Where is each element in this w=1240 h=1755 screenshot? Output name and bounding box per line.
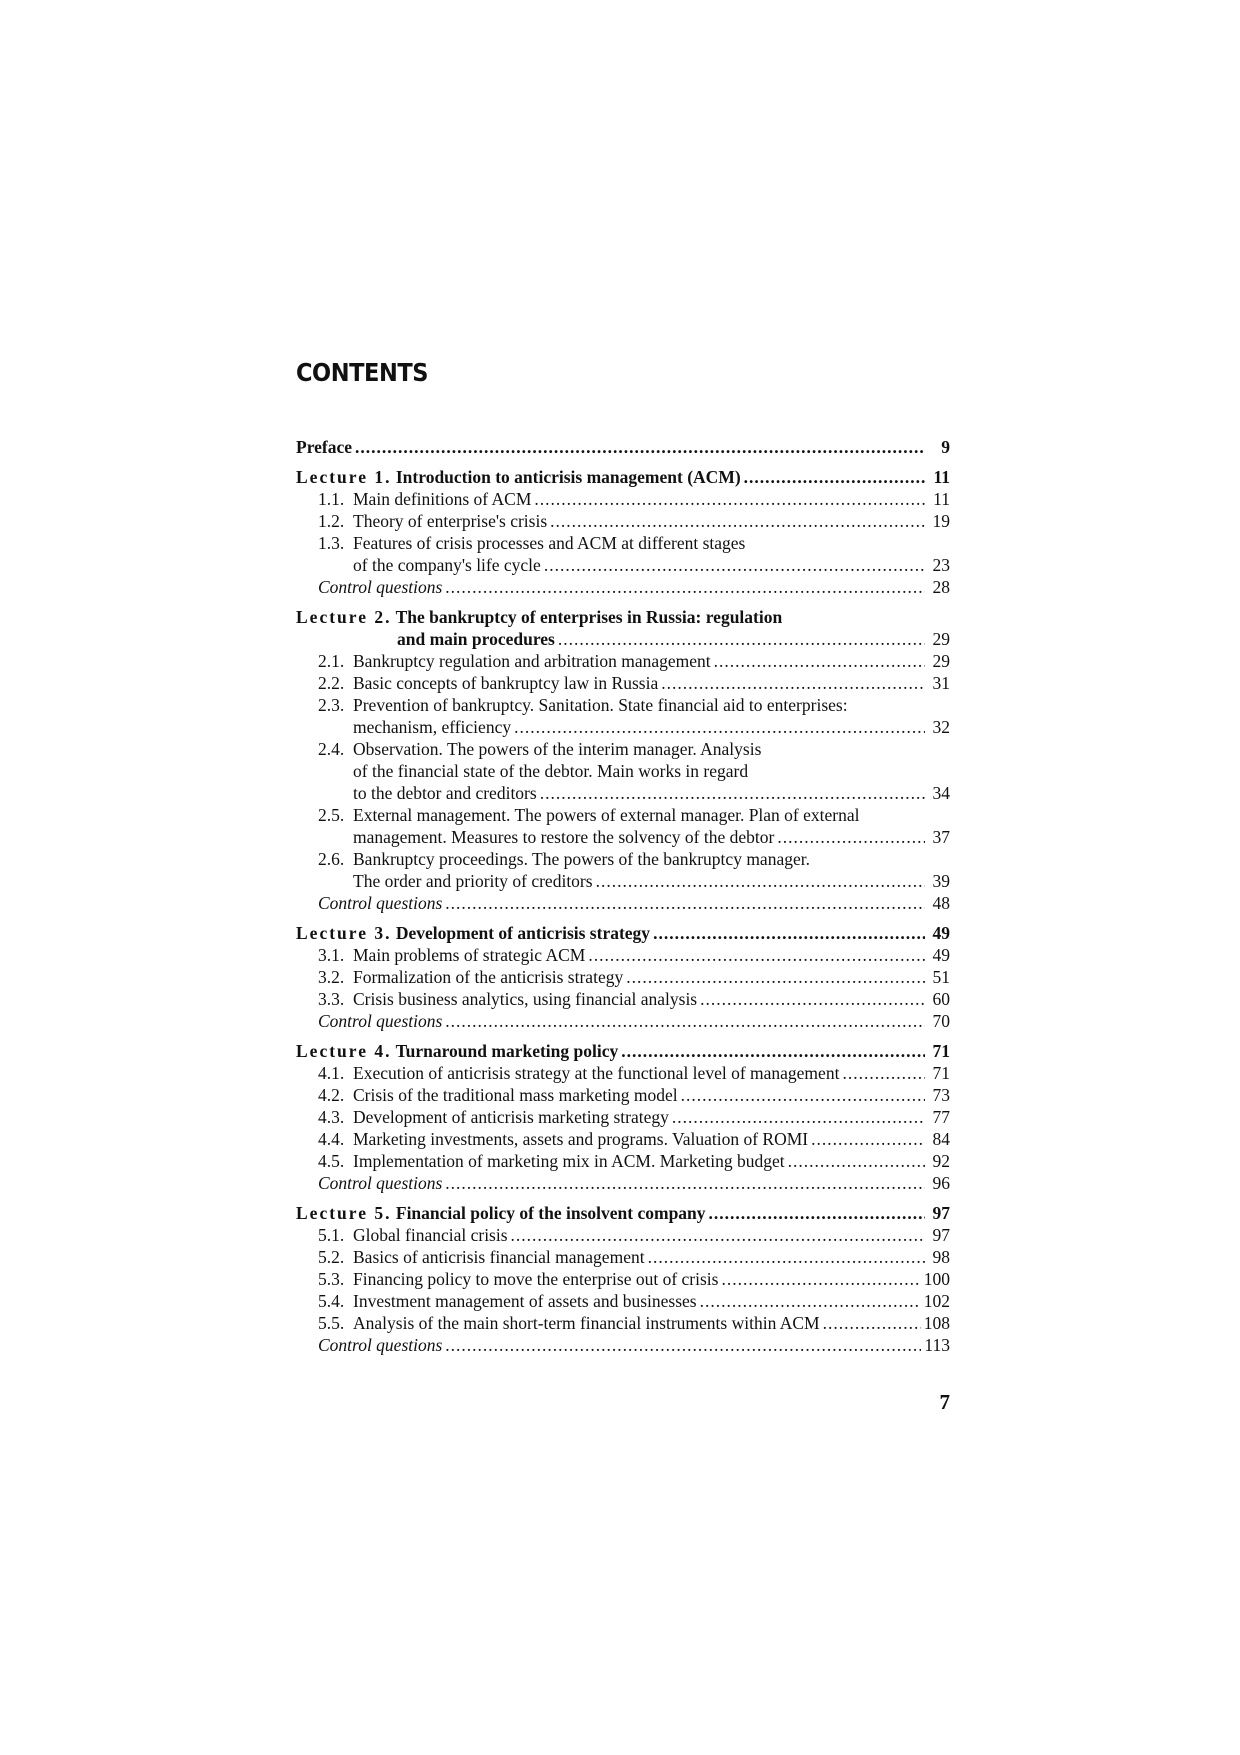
toc-section[interactable] <box>296 1062 950 1084</box>
dot-leader <box>777 826 925 848</box>
toc-entry-title: Development of anticrisis marketing strategy <box>353 1107 669 1127</box>
toc-section[interactable] <box>296 1084 950 1106</box>
lecture-block <box>296 1202 950 1356</box>
toc-entry-title: Main problems of strategic ACM <box>353 945 586 965</box>
section-number: 4.3. <box>318 1107 345 1127</box>
toc-lecture-heading[interactable] <box>296 606 950 628</box>
toc-lecture-heading-cont[interactable] <box>296 628 950 650</box>
dot-leader <box>653 922 925 944</box>
toc-entry-title: Marketing investments, assets and programs. Valuation of ROMI <box>353 1129 809 1149</box>
toc-section[interactable] <box>296 510 950 532</box>
toc-entry-title: Control questions <box>318 893 443 913</box>
dot-leader <box>648 1246 925 1268</box>
toc-section[interactable] <box>296 672 950 694</box>
toc-page-number: 9 <box>941 437 950 457</box>
toc-section[interactable] <box>296 1224 950 1246</box>
toc-section[interactable] <box>296 532 950 554</box>
toc-page-number: 31 <box>932 673 950 693</box>
toc-page-number: 11 <box>933 489 950 509</box>
section-number: 3.1. <box>318 945 345 965</box>
section-number: 5.1. <box>318 1225 345 1245</box>
toc-page-number: 71 <box>932 1041 950 1061</box>
toc-lecture-heading[interactable] <box>296 1202 950 1224</box>
toc-entry-title: Execution of anticrisis strategy at the functional level of management <box>353 1063 840 1083</box>
dot-leader <box>823 1312 921 1334</box>
toc-page-number: 11 <box>933 467 950 487</box>
toc-entry-title: Theory of enterprise's crisis <box>353 511 548 531</box>
dot-leader <box>744 466 925 488</box>
section-number: 2.1. <box>318 651 345 671</box>
toc-page-number: 71 <box>932 1063 950 1083</box>
toc-page-number: 98 <box>932 1247 950 1267</box>
lecture-block <box>296 1040 950 1194</box>
toc-section[interactable] <box>296 650 950 672</box>
dot-leader <box>811 1128 925 1150</box>
toc-control-questions[interactable] <box>296 1172 950 1194</box>
page-title: CONTENTS <box>296 358 428 387</box>
toc-section[interactable] <box>296 694 950 716</box>
toc-page-number: 49 <box>932 923 950 943</box>
dot-leader <box>626 966 925 988</box>
toc-entry-title: Global financial crisis <box>353 1225 508 1245</box>
toc-page-number: 51 <box>932 967 950 987</box>
toc-control-questions[interactable] <box>296 892 950 914</box>
toc-section[interactable] <box>296 988 950 1010</box>
lecture-label: Lecture 3. <box>296 923 392 943</box>
toc-control-questions[interactable] <box>296 576 950 598</box>
toc-entry-title: Crisis business analytics, using financial analysis <box>353 989 698 1009</box>
lecture-title-cont: and main procedures <box>397 629 555 649</box>
section-number: 1.1. <box>318 489 345 509</box>
toc-section[interactable] <box>296 804 950 826</box>
dot-leader <box>700 988 925 1010</box>
toc-entry-text: of the company's life cycle <box>353 555 541 575</box>
toc-entry-title <box>296 1202 706 1224</box>
toc-entry-title: Implementation of marketing mix in ACM. Marketing budget <box>353 1151 785 1171</box>
toc-page-number: 23 <box>932 555 950 575</box>
toc-section[interactable] <box>296 738 950 760</box>
toc-section-cont[interactable] <box>296 870 950 892</box>
dot-leader <box>842 1062 925 1084</box>
toc-lecture-heading[interactable] <box>296 466 950 488</box>
toc-page-number: 19 <box>932 511 950 531</box>
section-number: 2.4. <box>318 739 345 759</box>
dot-leader <box>709 1202 925 1224</box>
toc-section[interactable] <box>296 1128 950 1150</box>
toc-section[interactable] <box>296 1312 950 1334</box>
toc-entry-title <box>296 922 650 944</box>
section-number: 4.2. <box>318 1085 345 1105</box>
toc-entry-text: management. Measures to restore the solvency of the debtor <box>353 827 775 847</box>
toc-page-number: 96 <box>932 1173 950 1193</box>
lecture-title: Introduction to anticrisis management (ACM) <box>395 467 741 487</box>
dot-leader <box>558 628 925 650</box>
toc-page-number: 32 <box>932 717 950 737</box>
toc-section[interactable] <box>296 966 950 988</box>
toc-page-number: 48 <box>932 893 950 913</box>
dot-leader <box>700 1290 921 1312</box>
dot-leader <box>661 672 925 694</box>
toc-entry-title: Financing policy to move the enterprise out of crisis <box>353 1269 719 1289</box>
dot-leader <box>714 650 925 672</box>
toc-entry-title: Preface <box>296 437 353 457</box>
section-number: 5.5. <box>318 1313 345 1333</box>
section-number: 5.4. <box>318 1291 345 1311</box>
section-number: 2.6. <box>318 849 345 869</box>
toc-entry-title: Features of crisis processes and ACM at different stages <box>353 533 746 553</box>
dot-leader <box>681 1084 925 1106</box>
toc-lecture-heading[interactable] <box>296 922 950 944</box>
toc-section[interactable] <box>296 1246 950 1268</box>
toc-entry-title: Basic concepts of bankruptcy law in Russia <box>353 673 659 693</box>
toc-entry-title <box>296 1040 618 1062</box>
toc-section-cont[interactable] <box>296 554 950 576</box>
dot-leader <box>550 510 925 532</box>
lecture-label: Lecture 4. <box>296 1041 392 1061</box>
toc-page-number: 70 <box>932 1011 950 1031</box>
dot-leader <box>445 892 925 914</box>
toc-page-number: 29 <box>932 651 950 671</box>
toc-page-number: 84 <box>932 1129 950 1149</box>
dot-leader <box>721 1268 920 1290</box>
lecture-label: Lecture 1. <box>296 467 392 487</box>
toc-section[interactable] <box>296 1290 950 1312</box>
section-number: 3.2. <box>318 967 345 987</box>
toc-section[interactable] <box>296 1268 950 1290</box>
toc-entry-title: Basics of anticrisis financial management <box>353 1247 645 1267</box>
dot-leader <box>534 488 925 510</box>
toc-entry-title: Control questions <box>318 1335 443 1355</box>
toc-section-cont[interactable] <box>296 826 950 848</box>
section-number: 3.3. <box>318 989 345 1009</box>
section-number: 1.3. <box>318 533 345 553</box>
toc-entry-title: Investment management of assets and businesses <box>353 1291 697 1311</box>
lecture-block <box>296 606 950 914</box>
lecture-block <box>296 466 950 598</box>
dot-leader <box>445 1010 925 1032</box>
toc-page-number: 49 <box>932 945 950 965</box>
toc-page-number: 28 <box>932 577 950 597</box>
toc-page-number: 39 <box>932 871 950 891</box>
toc-entry-title: Observation. The powers of the interim manager. Analysis <box>353 739 762 759</box>
section-number: 4.1. <box>318 1063 345 1083</box>
dot-leader <box>621 1040 925 1062</box>
toc-entry-title <box>296 466 741 488</box>
toc-page-number: 60 <box>932 989 950 1009</box>
toc-page-number: 73 <box>932 1085 950 1105</box>
toc-control-questions[interactable] <box>296 1334 950 1356</box>
toc-entry-text: of the financial state of the debtor. Main works in regard <box>353 761 749 781</box>
toc-section[interactable] <box>296 848 950 870</box>
toc-page-number: 37 <box>932 827 950 847</box>
toc-section-cont[interactable] <box>296 782 950 804</box>
lecture-title: The bankruptcy of enterprises in Russia: regulation <box>395 607 783 627</box>
section-number: 2.3. <box>318 695 345 715</box>
lecture-title: Development of anticrisis strategy <box>395 923 651 943</box>
toc-entry-title: Control questions <box>318 577 443 597</box>
dot-leader <box>788 1150 925 1172</box>
toc-entry-title: External management. The powers of external manager. Plan of external <box>353 805 860 825</box>
lecture-label: Lecture 2. <box>296 607 392 627</box>
toc-page-number: 97 <box>932 1225 950 1245</box>
toc-entry-text: mechanism, efficiency <box>353 717 512 737</box>
toc-entry-continuation <box>296 760 950 782</box>
section-number: 4.5. <box>318 1151 345 1171</box>
toc-entry-title: Main definitions of ACM <box>353 489 532 509</box>
toc-page-number: 108 <box>923 1313 950 1333</box>
toc-page-number: 113 <box>924 1335 950 1355</box>
toc-page-number: 97 <box>932 1203 950 1223</box>
section-number: 4.4. <box>318 1129 345 1149</box>
dot-leader <box>596 870 925 892</box>
toc-entry-title: Control questions <box>318 1173 443 1193</box>
lecture-label: Lecture 5. <box>296 1203 392 1223</box>
toc-page-number: 34 <box>932 783 950 803</box>
toc-entry-title: Bankruptcy regulation and arbitration management <box>353 651 711 671</box>
toc-page-number: 29 <box>932 629 950 649</box>
dot-leader <box>540 782 925 804</box>
toc-entry-title: Prevention of bankruptcy. Sanitation. State financial aid to enterprises: <box>353 695 848 715</box>
page-number: 7 <box>939 1390 950 1414</box>
lecture-title: Financial policy of the insolvent company <box>395 1203 706 1223</box>
dot-leader <box>511 1224 925 1246</box>
lecture-title: Turnaround marketing policy <box>395 1041 619 1061</box>
table-of-contents <box>296 428 950 1356</box>
section-number: 2.5. <box>318 805 345 825</box>
toc-preface[interactable] <box>296 436 950 458</box>
dot-leader <box>514 716 925 738</box>
toc-section-cont[interactable] <box>296 716 950 738</box>
section-number: 1.2. <box>318 511 345 531</box>
section-number: 2.2. <box>318 673 345 693</box>
lecture-block <box>296 922 950 1032</box>
toc-page-number: 100 <box>923 1269 950 1289</box>
toc-entry-text: The order and priority of creditors <box>353 871 593 891</box>
dot-leader <box>445 576 925 598</box>
toc-page-number: 102 <box>923 1291 950 1311</box>
toc-entry-title: Formalization of the anticrisis strategy <box>353 967 624 987</box>
toc-entry-title: Control questions <box>318 1011 443 1031</box>
dot-leader <box>445 1334 921 1356</box>
toc-page-number: 77 <box>932 1107 950 1127</box>
toc-entry-title: Crisis of the traditional mass marketing model <box>353 1085 678 1105</box>
toc-section[interactable] <box>296 488 950 510</box>
section-number: 5.3. <box>318 1269 345 1289</box>
toc-section[interactable] <box>296 1150 950 1172</box>
toc-lecture-heading[interactable] <box>296 1040 950 1062</box>
toc-entry-title: Analysis of the main short-term financial instruments within ACM <box>353 1313 820 1333</box>
dot-leader <box>588 944 925 966</box>
toc-page-number: 92 <box>932 1151 950 1171</box>
toc-entry-text: to the debtor and creditors <box>353 783 537 803</box>
dot-leader <box>544 554 925 576</box>
section-number: 5.2. <box>318 1247 345 1267</box>
dot-leader <box>672 1106 925 1128</box>
toc-section[interactable] <box>296 1106 950 1128</box>
toc-control-questions[interactable] <box>296 1010 950 1032</box>
dot-leader <box>355 436 925 458</box>
toc-entry-title <box>296 606 782 628</box>
toc-entry-title: Bankruptcy proceedings. The powers of the bankruptcy manager. <box>353 849 810 869</box>
dot-leader <box>445 1172 925 1194</box>
toc-section[interactable] <box>296 944 950 966</box>
lecture-list <box>296 466 950 1356</box>
